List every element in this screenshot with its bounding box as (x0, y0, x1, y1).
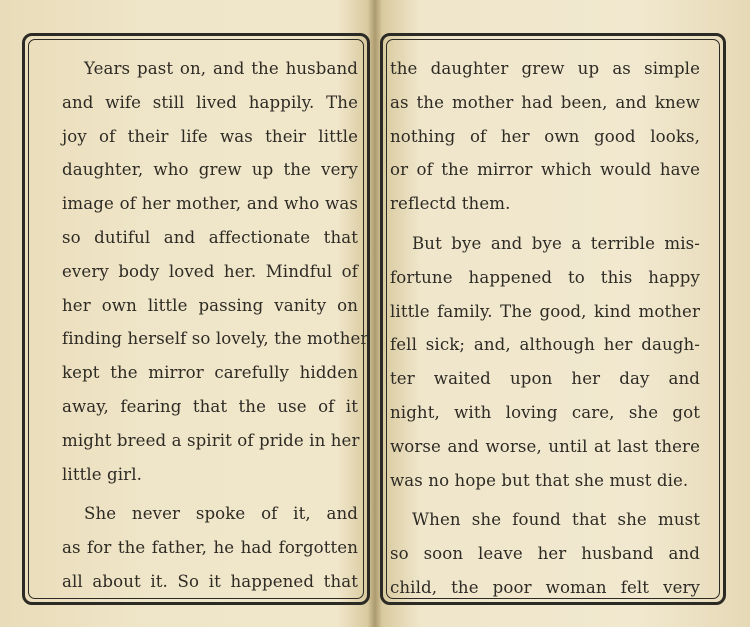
left-page (0, 0, 374, 627)
paragraph (62, 52, 369, 491)
left-page-text (62, 52, 369, 599)
text-line: reflectd them. (390, 194, 511, 214)
text-line: worse and worse, until at last there (390, 436, 700, 456)
text-line: When she found that she must (412, 510, 700, 530)
text-line: all about it. So it happened that (62, 571, 358, 591)
text-line: finding herself so lovely, the mother (62, 329, 369, 349)
text-line: fell sick; and, although her daugh- (390, 335, 700, 355)
text-line: away, fearing that the use of it (62, 396, 358, 416)
paragraph (62, 497, 358, 598)
text-line: might breed a spirit of pride in her (62, 430, 360, 450)
text-line: daughter, who grew up the very (62, 160, 358, 180)
text-line: or of the mirror which would have (390, 160, 700, 180)
text-line: image of her mother, and who was (62, 194, 358, 214)
right-page (376, 0, 750, 627)
paragraph (390, 52, 700, 221)
text-line: the daughter grew up as simple (390, 59, 700, 78)
text-line: fortune happened to this happy (390, 267, 700, 287)
paragraph (390, 227, 700, 497)
text-line: But bye and bye a terrible mis- (412, 233, 700, 253)
text-line: ter waited upon her day and (390, 369, 700, 389)
text-line: nothing of her own good looks, (390, 126, 700, 146)
text-line: so dutiful and affectionate that (62, 227, 358, 247)
text-line: little girl. (62, 464, 142, 484)
text-line: and wife still lived happily. The (62, 92, 358, 112)
text-line: child, the poor woman felt very (390, 577, 700, 597)
text-line: joy of their life was their little (62, 126, 358, 146)
text-line: as the mother had been, and knew (390, 92, 700, 112)
right-page-text (390, 52, 700, 605)
text-line: every body loved her. Mindful of (62, 261, 358, 281)
text-line: night, with loving care, she got (390, 402, 700, 422)
text-line: Years past on, and the husband (84, 59, 358, 78)
text-line: kept the mirror carefully hidden (62, 363, 358, 383)
text-line: so soon leave her husband and (390, 544, 700, 564)
text-line: She never spoke of it, and (84, 504, 358, 524)
text-line: as for the father, he had forgotten (62, 538, 358, 558)
text-line: her own little passing vanity on (62, 295, 358, 315)
text-line: little family. The good, kind mother (390, 301, 700, 321)
text-line: was no hope but that she must die. (390, 470, 689, 490)
paragraph (390, 503, 700, 604)
